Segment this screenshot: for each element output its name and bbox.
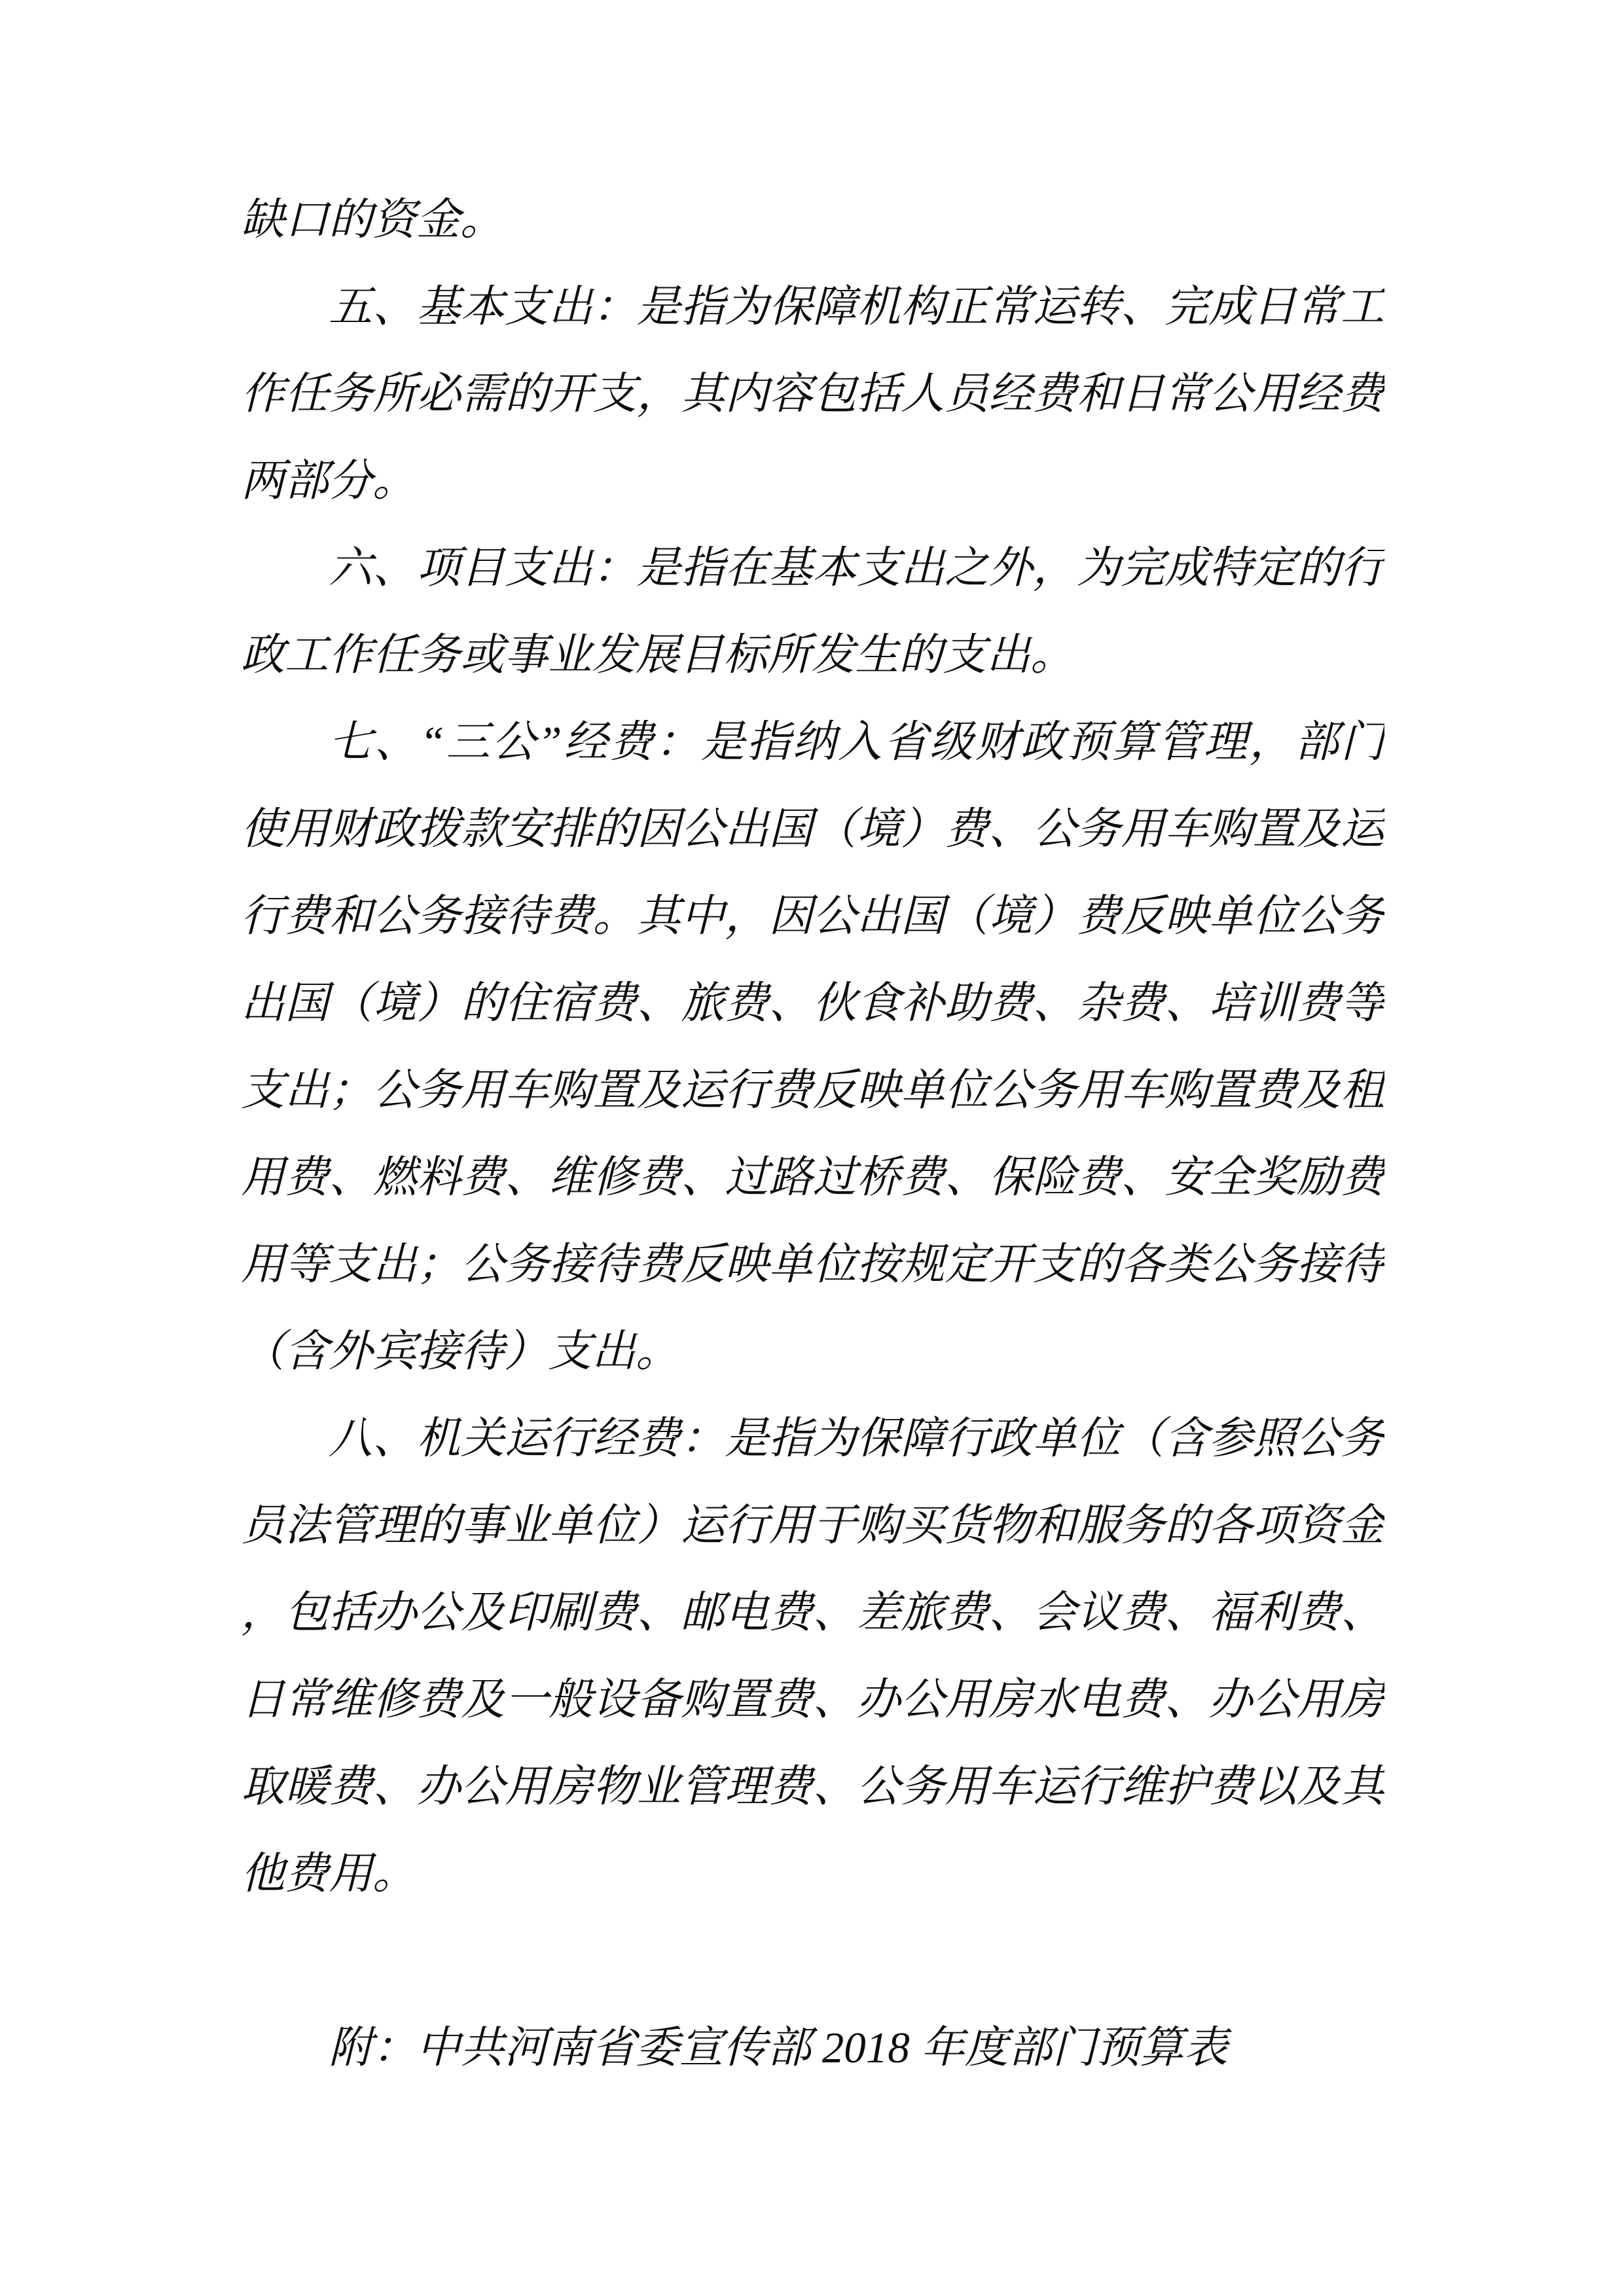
text-line: 出国（境）的住宿费、旅费、伙食补助费、杂费、培训费等 (241, 979, 1384, 1028)
text-line: 两部分。 (241, 457, 416, 505)
text-line: 五、基本支出：是指为保障机构正常运转、完成日常工 (329, 283, 1384, 331)
text-line: 支出；公务用车购置及运行费反映单位公务用车购置费及租 (241, 1066, 1384, 1115)
text-line: ，包括办公及印刷费、邮电费、差旅费、会议费、福利费、 (241, 1588, 1384, 1637)
text-line: 员法管理的事业单位）运行用于购买货物和服务的各项资金 (241, 1501, 1384, 1550)
attachment-note-line: 附：中共河南省委宣传部 2018 年度部门预算表 (329, 2024, 1228, 2072)
text-line: 作任务所必需的开支，其内容包括人员经费和日常公用经费 (241, 370, 1384, 418)
text-line: 用等支出；公务接待费反映单位按规定开支的各类公务接待 (241, 1240, 1384, 1289)
text-line: 八、机关运行经费：是指为保障行政单位（含参照公务 (329, 1414, 1384, 1463)
text-line: 他费用。 (241, 1850, 416, 1898)
text-line: 六、项目支出：是指在基本支出之外，为完成特定的行 (329, 544, 1384, 592)
text-line: 日常维修费及一般设备购置费、办公用房水电费、办公用房 (241, 1676, 1384, 1724)
text-line: 用费、燃料费、维修费、过路过桥费、保险费、安全奖励费 (241, 1153, 1384, 1202)
text-line: 缺口的资金。 (241, 196, 504, 244)
text-line: （含外宾接待）支出。 (241, 1327, 679, 1376)
text-line: 七、“三公”经费：是指纳入省级财政预算管理，部门 (329, 718, 1384, 766)
blank-line (241, 1918, 1384, 2005)
text-line: 行费和公务接待费。其中，因公出国（境）费反映单位公务 (241, 892, 1384, 941)
document-text-block (241, 177, 1384, 2092)
text-line: 使用财政拨款安排的因公出国（境）费、公务用车购置及运 (241, 805, 1384, 853)
text-line: 政工作任务或事业发展目标所发生的支出。 (241, 631, 1074, 679)
text-line: 取暖费、办公用房物业管理费、公务用车运行维护费以及其 (241, 1763, 1384, 1811)
